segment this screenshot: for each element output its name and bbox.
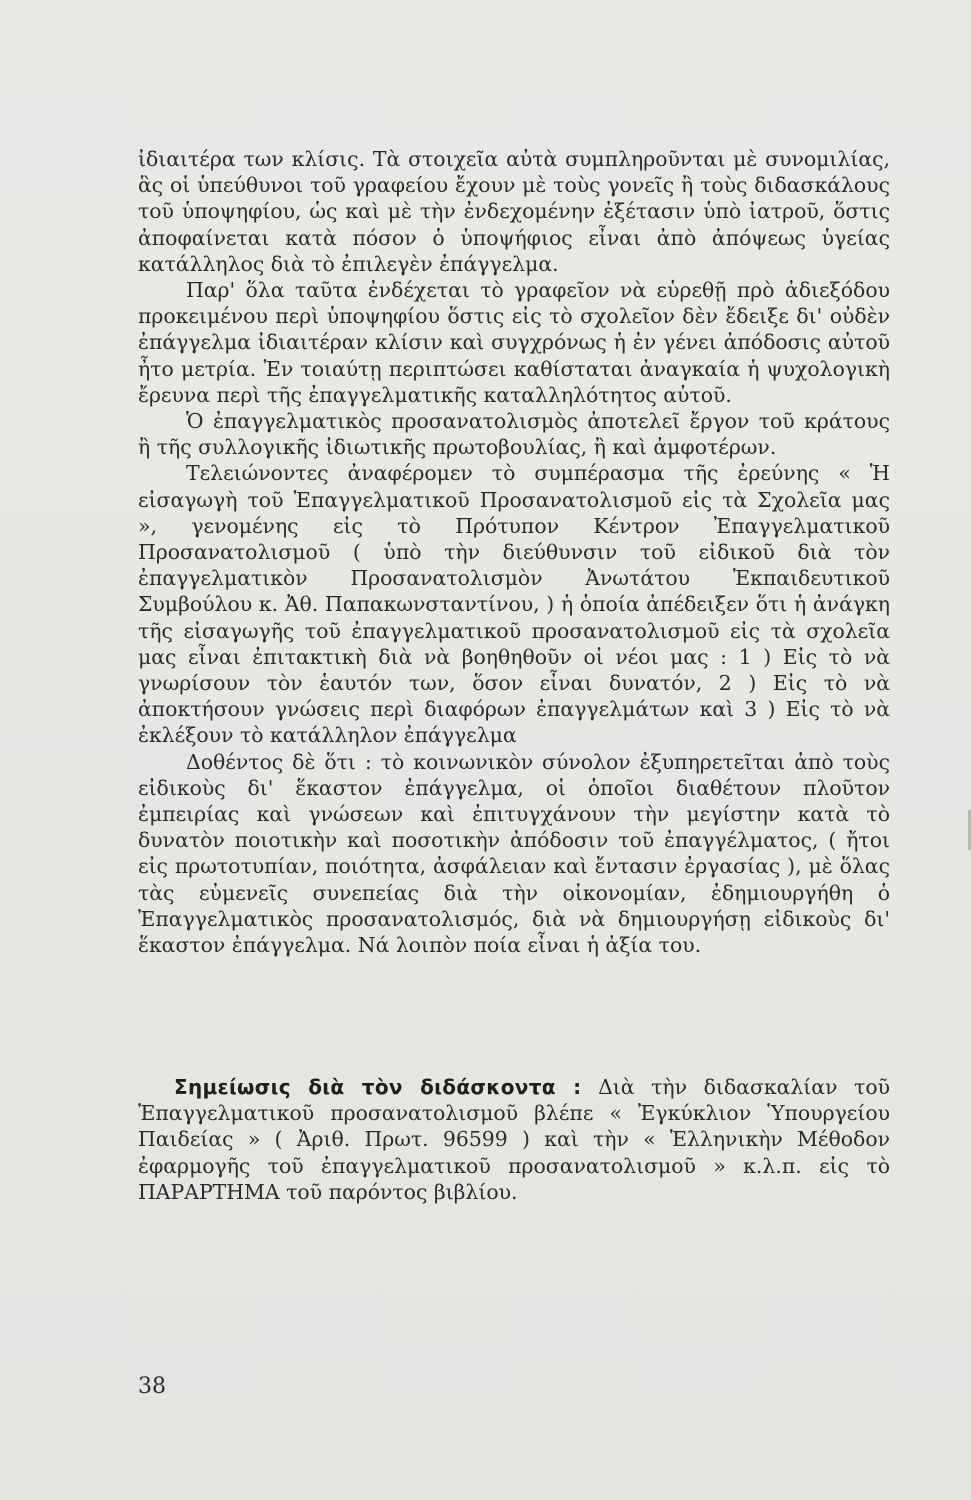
paragraph-dead-end-candidate: Παρ' ὅλα ταῦτα ἐνδέχεται τὸ γραφεῖον νὰ εὑρεθῇ πρὸ ἀδιεξόδου προκειμένου περὶ ὑποψηφίου ὅστις εἰς τὸ σχολεῖον δὲν ἔδειξε δι' οὐδὲν ἐπάγγελμα ἰδιαιτέραν κλίσιν καὶ συγχρόνως ἡ ἐν γένει ἀπόδοσις αὐτοῦ ἦτο μετρία. Ἐν τοιαύτῃ περιπτώσει καθίσταται ἀναγκαία ἡ ψυχολογικὴ ἔρευνα περὶ τῆς ἐπαγγελματικῆς καταλληλότητος αὐτοῦ. (138, 278, 890, 407)
paragraph-continued: ἰδιαιτέρα των κλίσις. Τὰ στοιχεῖα αὐτὰ συμπληροῦνται μὲ συνομιλίας, ἃς οἱ ὑπεύθυνοι τοῦ γραφείου ἔχουν μὲ τοὺς γονεῖς ἢ τοὺς διδασκάλους τοῦ ὑποψηφίου, ὡς καὶ μὲ τὴν ἐνδεχομένην ἐξέτασιν ὑπὸ ἰατροῦ, ὅστις ἀποφαίνεται κατὰ πόσον ὁ ὑποψήφιος εἶναι ἀπὸ ἀπόψεως ὑγείας κατάλληλος διὰ τὸ ἐπιλεγὲν ἐπάγγελμα. (138, 147, 890, 276)
teacher-note-heading: Σημείωσις διὰ τὸν διδάσκοντα : (174, 1075, 582, 1099)
page-number: 38 (138, 1374, 166, 1399)
paragraph-social-value: Δοθέντος δὲ ὅτι : τὸ κοινωνικὸν σύνολον ἐξυπηρετεῖται ἀπὸ τοὺς εἰδικοὺς δι' ἕκαστον ἐπάγγελμα, οἱ ὁποῖοι διαθέτουν πλοῦτον ἐμπειρίας καὶ γνώσεων καὶ ἐπιτυγχάνουν τὴν μεγίστην κατὰ τὸ δυνατὸν ποιοτικὴν καὶ ποσοτικὴν ἀπόδοσιν τοῦ ἐπαγγέλματος, ( ἤτοι εἰς πρωτοτυπίαν, ποιότητα, ἀσφάλειαν καὶ ἔντασιν ἐργασίας ), μὲ ὅλας τὰς εὐμενεῖς συνεπείας διὰ τὴν οἰκονομίαν, ἐδημιουργήθη ὁ Ἐπαγγελματικὸς προσανατολισμός, διὰ νὰ δημιουργήσῃ εἰδικοὺς δι' ἕκαστον ἐπάγγελμα. Νά λοιπὸν ποία εἶναι ἡ ἀξία του. (138, 749, 890, 958)
body-text (138, 146, 890, 958)
teacher-note-paragraph (138, 1074, 890, 1205)
paragraph-research-conclusion: Τελειώνοντες ἀναφέρομεν τὸ συμπέρασμα τῆς ἐρεύνης « Ἡ εἰσαγωγὴ τοῦ Ἐπαγγελματικοῦ Προσανατολισμοῦ εἰς τὰ Σχολεῖα μας », γενομένης εἰς τὸ Πρότυπον Κέντρον Ἐπαγγελματικοῦ Προσανατολισμοῦ ( ὑπὸ τὴν διεύθυνσιν τοῦ εἰδικοῦ διὰ τὸν ἐπαγγελματικὸν Προσανατολισμὸν Ἀνωτάτου Ἐκπαιδευτικοῦ Συμβούλου κ. Ἀθ. Παπακωνσταντίνου, ) ἡ ὁποία ἀπέδειξεν ὅτι ἡ ἀνάγκη τῆς εἰσαγωγῆς τοῦ ἐπαγγελματικοῦ προσανατολισμοῦ εἰς τὰ σχολεῖα μας εἶναι ἐπιτακτικὴ διὰ νὰ βοηθηθοῦν οἱ νέοι μας : 1 ) Εἰς τὸ νὰ γνωρίσουν τὸν ἑαυτόν των, ὅσον εἶναι δυνατόν, 2 ) Εἰς τὸ νὰ ἀποκτήσουν γνώσεις περὶ διαφόρων ἐπαγγελμάτων καὶ 3 ) Εἰς τὸ νὰ ἐκλέξουν τὸ κατάλληλον ἐπάγγελμα (138, 461, 890, 748)
teacher-note (138, 1074, 890, 1205)
teacher-note-text: Διὰ τὴν διδασκαλίαν τοῦ Ἐπαγγελματικοῦ προσανατολισμοῦ βλέπε « Ἐγκύκλιον Ὑπουργείου Παιδείας » ( Ἀριθ. Πρωτ. 96599 ) καὶ τὴν « Ἑλληνικὴν Μέθοδον ἐφαρμογῆς τοῦ ἐπαγγελματικοῦ προσανατολισμοῦ » κ.λ.π. εἰς τὸ ΠΑΡΑΡΤΗΜΑ τοῦ παρόντος βιβλίου. (138, 1075, 890, 1204)
paragraph-state-initiative: Ὁ ἐπαγγελματικὸς προσανατολισμὸς ἀποτελεῖ ἔργον τοῦ κράτους ἢ τῆς συλλογικῆς ἰδιωτικῆς πρωτοβουλίας, ἢ καὶ ἀμφοτέρων. (138, 409, 890, 460)
